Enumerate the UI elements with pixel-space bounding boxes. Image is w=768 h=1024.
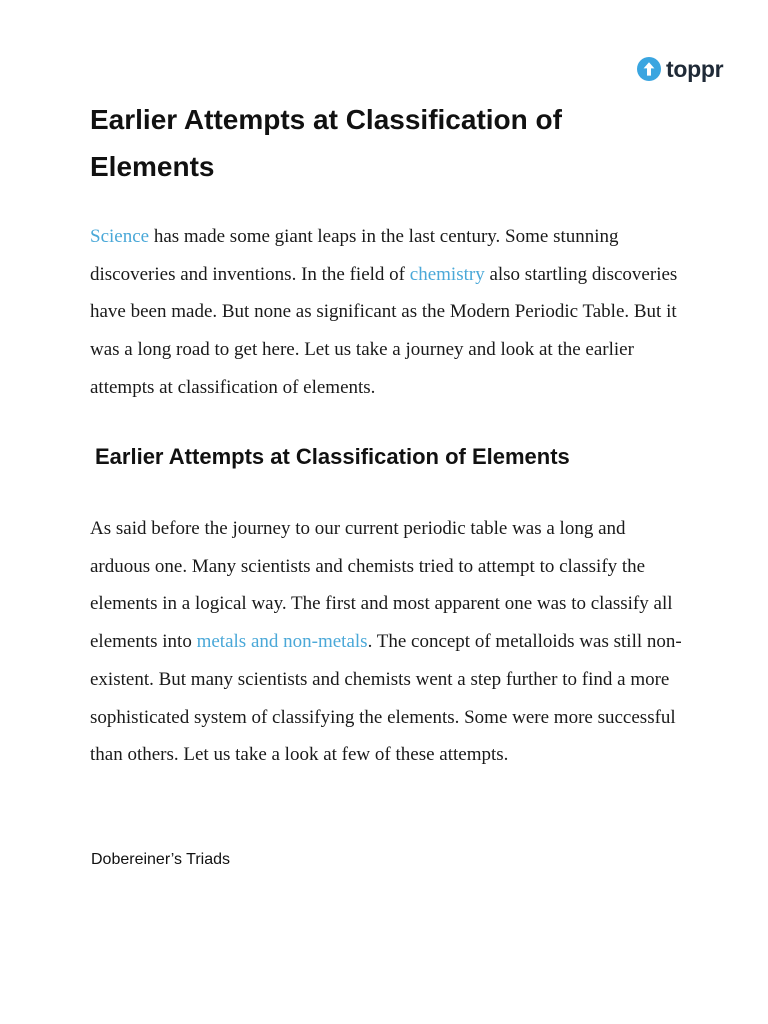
page-title: Earlier Attempts at Classification of Elements (90, 104, 562, 182)
science-link[interactable]: Science (90, 226, 150, 247)
intro-text-part-1: has made some giant leaps in the last century. Some stunning discoveries and inventions. In the field of (90, 226, 619, 285)
metals-and-non-metals-link[interactable]: metals and non-metals (196, 631, 368, 653)
arrow-up-circle-icon (636, 56, 662, 82)
section-text-part-2: . The concept of metalloids was still non-existent. But many scientists and chemists went a step further to find a more sophisticated system of classifying the elements. Some were more successful than others. Let us take a look at few of these attempts. (90, 631, 682, 766)
intro-text-part-2: also startling discoveries have been made. But none as significant as the Modern Periodic Table. But it was a long road to get here. Let us take a journey and look at the earlier attempts at classification of elements. (90, 263, 678, 398)
section-paragraph (90, 510, 690, 774)
section-heading: Earlier Attempts at Classification of Elements (95, 444, 570, 469)
toppr-logo (636, 56, 723, 82)
chemistry-link[interactable]: chemistry (409, 263, 485, 285)
section-text-part-1: As said before the journey to our current periodic table was a long and arduous one. Many scientists and chemists tried to attempt to classify the elements in a logical way. The first and most apparent one was to classify all elements into (90, 518, 673, 653)
intro-paragraph (90, 218, 690, 407)
logo-text: toppr (666, 56, 724, 82)
dobereiner-triads-heading: Dobereiner’s Triads (91, 851, 231, 868)
